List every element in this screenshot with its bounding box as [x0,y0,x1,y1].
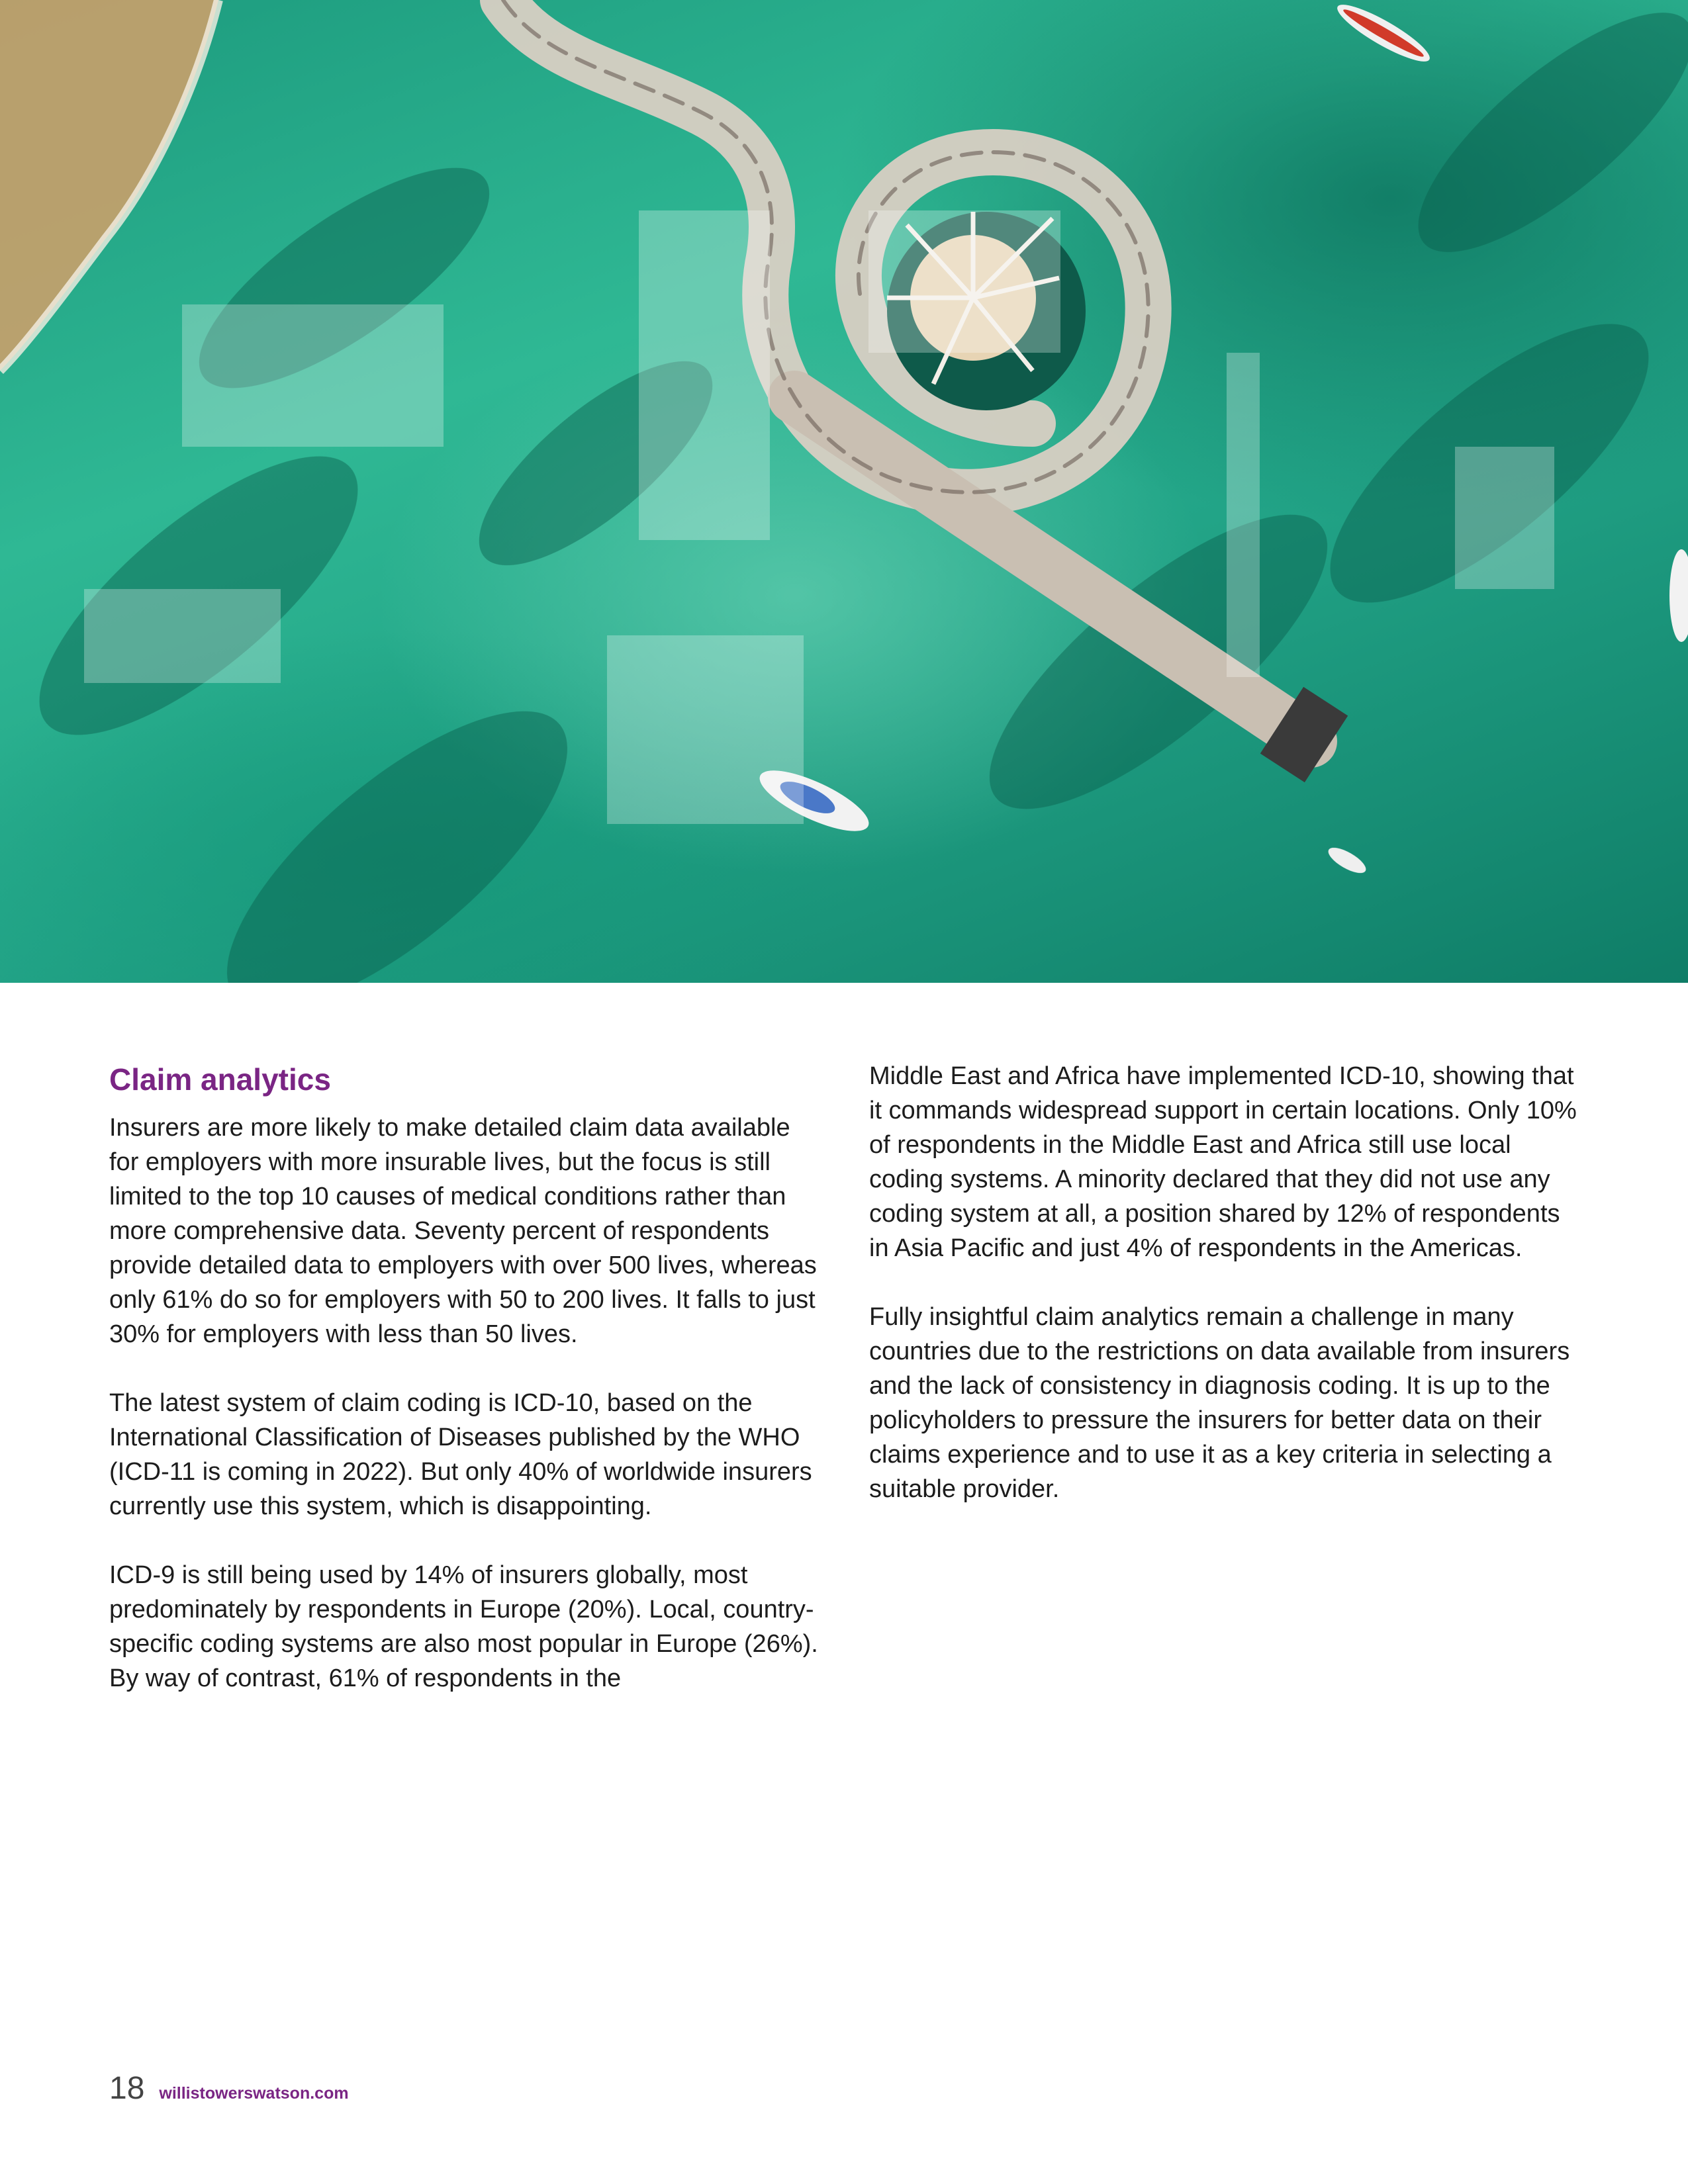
overlay-square [639,210,770,540]
site-link[interactable]: willistowerswatson.com [159,2084,349,2103]
aerial-pier-photo-icon [0,0,1688,983]
article-right-column [869,1059,1584,1541]
hero-image [0,0,1688,983]
overlay-square [1455,447,1554,589]
section-title: Claim analytics [109,1062,331,1097]
paragraph: Fully insightful claim analytics remain a challenge in many countries due to the restrictions on data available from insurers and the lack of consistency in diagnosis coding. It is up to the policyholders to pressure the insurers for better data on their claims experience and to use it as a key criteria in selecting a suitable provider. [869,1303,1570,1503]
paragraph: Insurers are more likely to make detailed claim data available for employers with more insurable lives, but the focus is still limited to the top 10 causes of medical conditions rather than more comprehensive data. Seventy percent of respondents provide detailed data to employers with over 500 lives, whereas only 61% do so for employers with 50 to 200 lives. It falls to just 30% for employers with less than 50 lives. [109,1114,817,1348]
overlay-square [1227,353,1260,677]
overlay-square [84,589,281,683]
article-left-column [109,1059,824,1730]
paragraph: ICD-9 is still being used by 14% of insurers globally, most predominately by respondents in Europe (20%). Local, country-specific coding systems are also most popular in Europe (26%). By way of contrast, 61% of respondents in the [109,1561,818,1692]
page-number: 18 [109,2071,145,2106]
paragraph: Middle East and Africa have implemented ICD-10, showing that it commands widespread support in certain locations. Only 10% of respondents in the Middle East and Africa still use local coding systems. A minority declared that they did not use any coding system at all, a position shared by 12% of respondents in Asia Pacific and just 4% of respondents in the Americas. [869,1062,1577,1262]
paragraph: The latest system of claim coding is ICD-10, based on the International Classification of Diseases published by the WHO (ICD-11 is coming in 2022). But only 40% of worldwide insurers currently use this system, which is disappointing. [109,1389,812,1520]
page-footer [109,2070,349,2107]
overlay-square [182,304,444,447]
overlay-square [607,635,804,824]
overlay-square [868,210,1060,353]
